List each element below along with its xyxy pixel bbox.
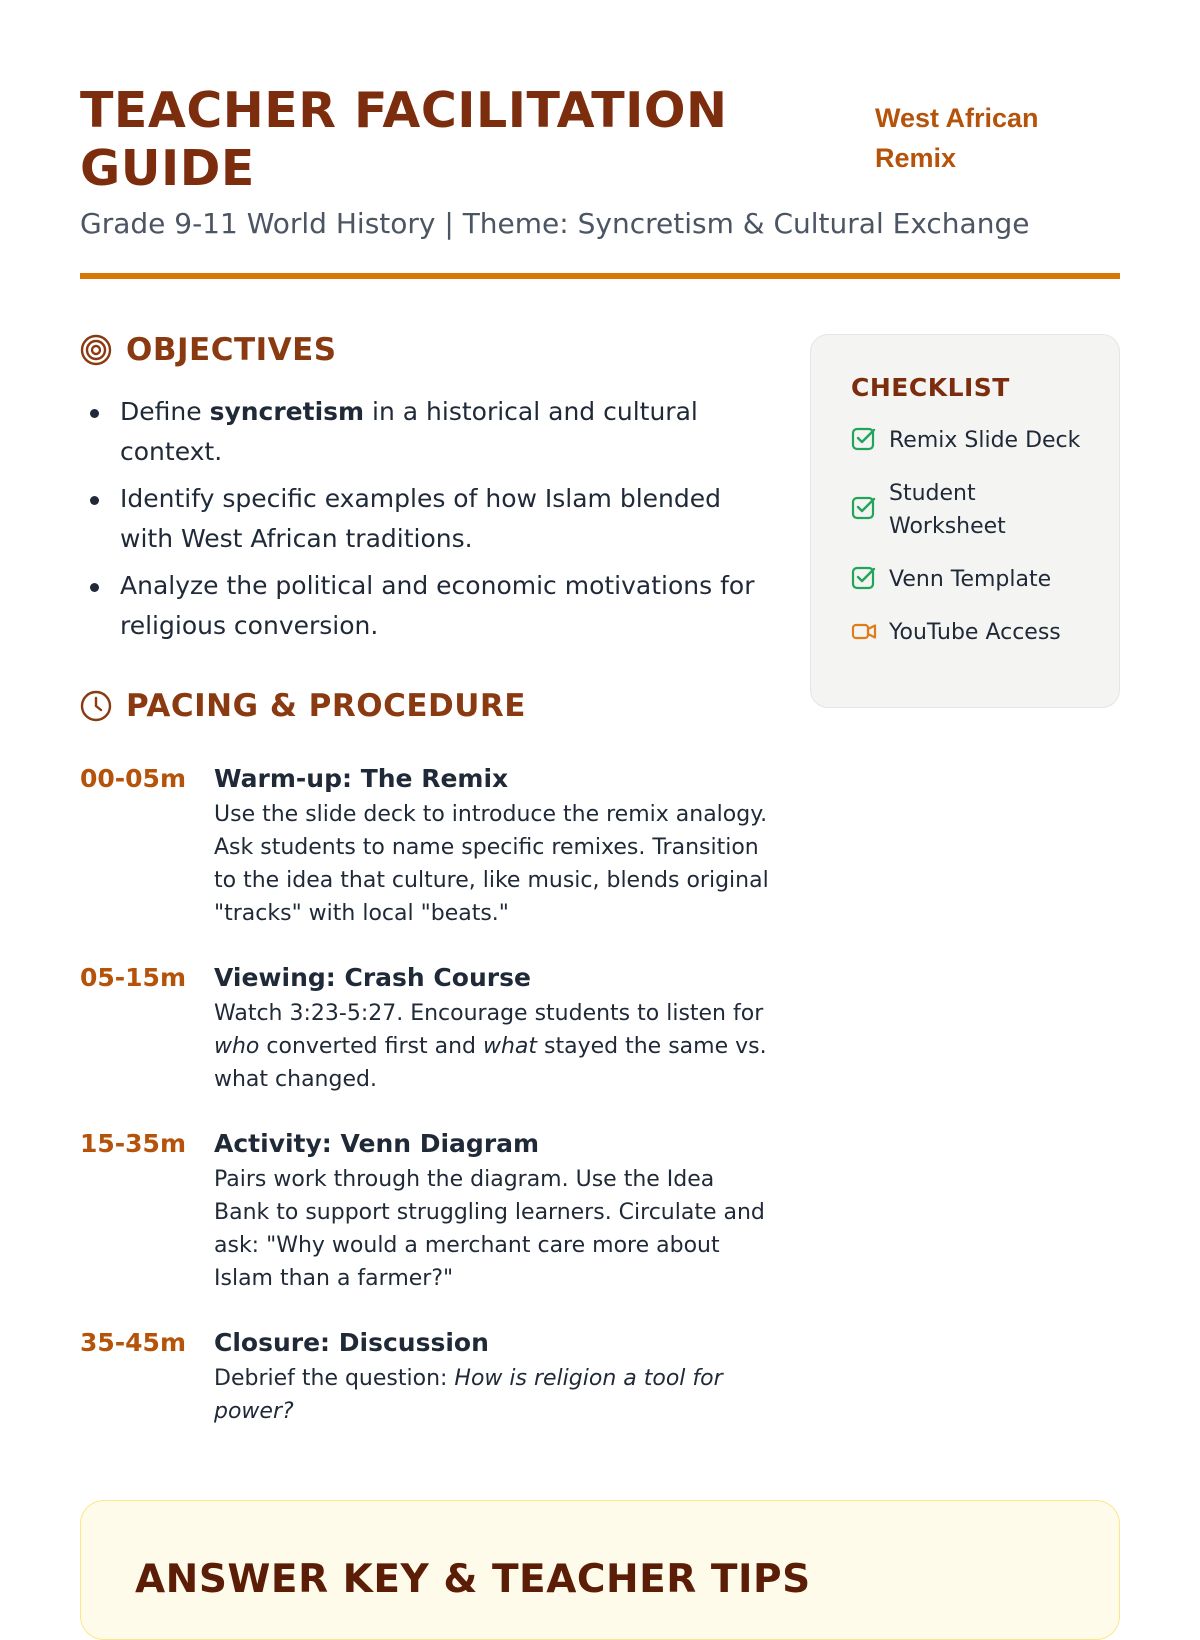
desc-emphasis: who [214, 1034, 260, 1059]
step-time: 05-15m [80, 963, 187, 992]
step-description [214, 1362, 770, 1428]
desc-emphasis: what [482, 1034, 538, 1059]
check-square-icon [851, 426, 877, 456]
pacing-step [80, 762, 770, 930]
page-title: TEACHER FACILITATION GUIDE [80, 82, 728, 197]
pacing-title: PACING & PROCEDURE [126, 688, 526, 724]
step-description: Use the slide deck to introduce the remix analogy. Ask students to name specific remixes. Transition to the idea that culture, like music, blends original "tracks" with local "beats." [214, 802, 769, 926]
desc-emphasis: How is religion a tool for power? [214, 1366, 723, 1424]
video-icon [851, 618, 877, 648]
answer-key-panel [80, 1500, 1120, 1640]
step-title: Activity: Venn Diagram [214, 1129, 540, 1158]
step-description: Pairs work through the diagram. Use the Idea Bank to support struggling learners. Circulate and ask: "Why would a merchant care more about Islam than a farmer?" [214, 1167, 765, 1291]
objective-text: Define [120, 397, 210, 426]
check-square-icon [851, 565, 877, 595]
target-icon [80, 334, 112, 366]
checklist-item-label: Student Worksheet [889, 481, 1006, 539]
objective-text: in a historical and cultural context. [120, 397, 698, 466]
pacing-step [80, 1326, 770, 1428]
pacing-step [80, 1127, 770, 1295]
list-item [90, 392, 770, 472]
list-item: Analyze the political and economic motivations for religious conversion. [90, 566, 770, 646]
checklist-title: CHECKLIST [851, 373, 1010, 402]
header-divider [80, 273, 1120, 279]
list-item: Identify specific examples of how Islam blended with West African traditions. [90, 479, 770, 559]
step-description [214, 997, 770, 1096]
checklist-item [851, 616, 1099, 649]
step-title: Closure: Discussion [214, 1328, 489, 1357]
checklist-item-label: Remix Slide Deck [889, 428, 1081, 453]
desc-text: stayed the same vs. what changed. [214, 1034, 767, 1092]
desc-text: Watch 3:23-5:27. Encourage students to listen for [214, 1001, 764, 1026]
check-square-icon [851, 495, 877, 525]
brand-label: West African Remix [875, 103, 1039, 173]
step-title: Viewing: Crash Course [214, 963, 531, 992]
clock-icon [80, 690, 112, 722]
checklist-item [851, 424, 1099, 457]
header [80, 82, 1120, 242]
pacing-step [80, 961, 770, 1096]
answer-key-title: ANSWER KEY & TEACHER TIPS [135, 1557, 811, 1602]
objective-keyword: syncretism [209, 397, 365, 426]
desc-text: Debrief the question: [214, 1366, 455, 1391]
objectives-list [90, 392, 770, 653]
objectives-heading [80, 332, 337, 368]
checklist-card [810, 334, 1120, 708]
desc-text: converted first and [259, 1034, 483, 1059]
checklist-item-label: Venn Template [889, 567, 1052, 592]
checklist-item [851, 477, 1099, 543]
step-time: 35-45m [80, 1328, 187, 1357]
pacing-steps [80, 762, 770, 1459]
checklist-item [851, 563, 1099, 596]
step-time: 15-35m [80, 1129, 187, 1158]
page-subtitle: Grade 9-11 World History | Theme: Syncretism & Cultural Exchange [80, 207, 1030, 240]
checklist-item-label: YouTube Access [889, 620, 1061, 645]
objectives-title: OBJECTIVES [126, 332, 337, 368]
step-time: 00-05m [80, 764, 187, 793]
pacing-heading [80, 688, 526, 724]
step-title: Warm-up: The Remix [214, 764, 509, 793]
